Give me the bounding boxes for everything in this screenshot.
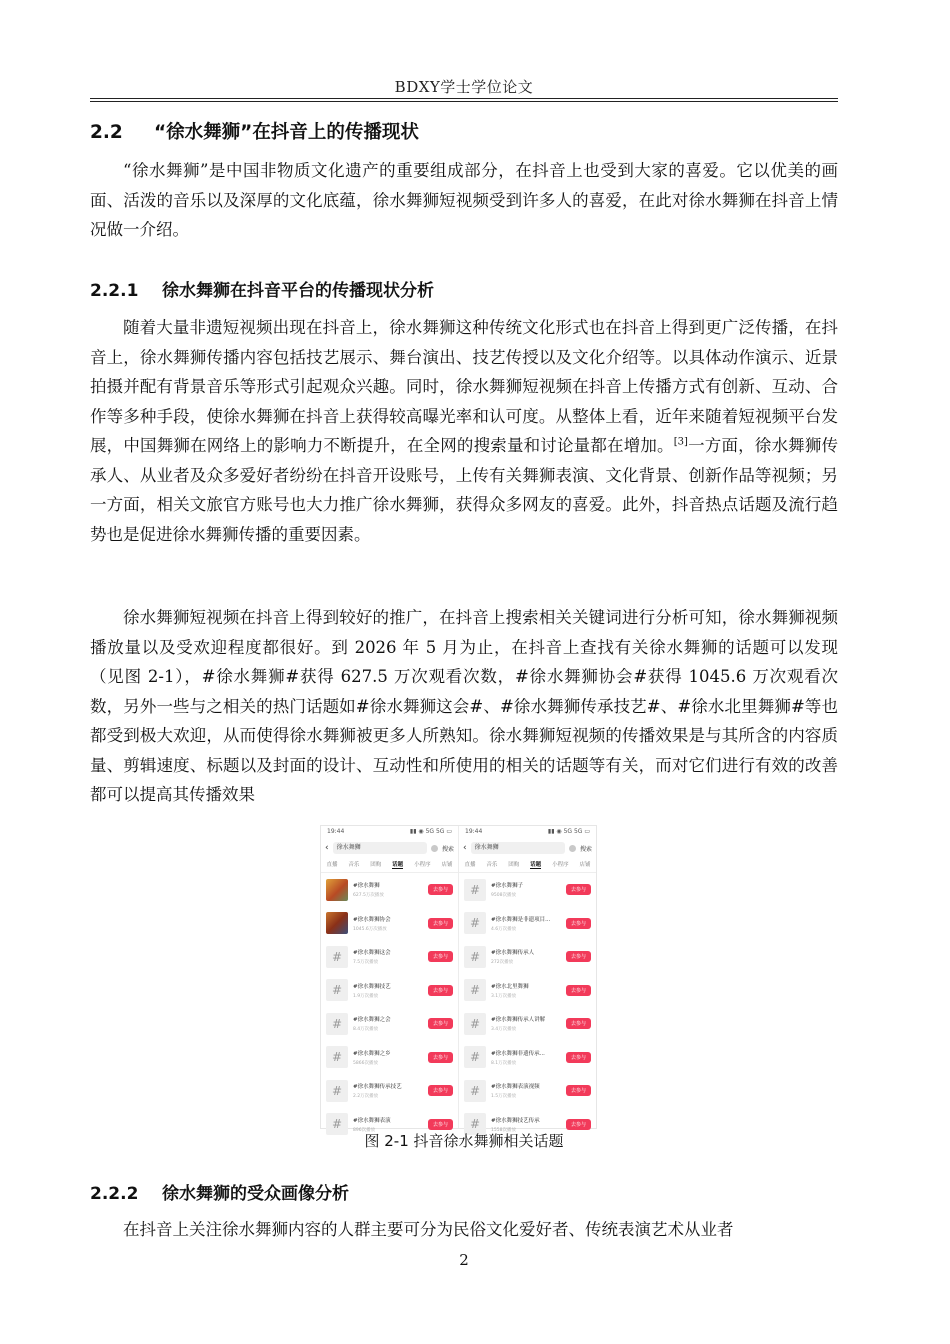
tab-item[interactable]: 小程序 bbox=[414, 862, 431, 868]
participate-button[interactable]: 去参与 bbox=[428, 1018, 453, 1029]
hashtag-icon: # bbox=[464, 946, 486, 968]
participate-button[interactable]: 去参与 bbox=[428, 1085, 453, 1096]
tab-item[interactable]: 店铺 bbox=[441, 862, 453, 868]
subsection-title-1: 徐水舞狮在抖音平台的传播现状分析 bbox=[162, 281, 434, 301]
header-rule bbox=[90, 98, 838, 99]
topic-title: #徐水北里舞狮 bbox=[491, 983, 529, 990]
topic-views: 272次播放 bbox=[491, 960, 514, 966]
topic-row[interactable] bbox=[459, 974, 596, 1008]
topic-text bbox=[491, 1082, 561, 1099]
clear-icon[interactable] bbox=[431, 845, 438, 852]
clear-icon[interactable] bbox=[569, 845, 576, 852]
topic-text bbox=[491, 982, 561, 999]
topic-row[interactable] bbox=[459, 1074, 596, 1108]
subsection-heading-2 bbox=[90, 1179, 349, 1204]
topic-text bbox=[353, 1049, 423, 1066]
hashtag-icon: # bbox=[326, 1080, 348, 1102]
tab-item[interactable]: 店铺 bbox=[579, 862, 591, 868]
topic-text bbox=[353, 948, 423, 965]
participate-button[interactable]: 去参与 bbox=[566, 918, 591, 929]
topic-title: #徐水舞狮协会 bbox=[353, 916, 391, 923]
topic-cover-thumbnail bbox=[326, 912, 348, 934]
topic-title: #徐水舞狮 bbox=[353, 883, 380, 890]
section-number: 2.2 bbox=[90, 122, 123, 143]
hashtag-icon: # bbox=[464, 979, 486, 1001]
topic-views: 1045.6万次播放 bbox=[353, 926, 387, 932]
topic-row[interactable] bbox=[321, 1007, 458, 1041]
topic-views: 2.2万次播放 bbox=[353, 1094, 379, 1100]
participate-button[interactable]: 去参与 bbox=[566, 1018, 591, 1029]
topic-text bbox=[491, 915, 561, 932]
participate-button[interactable]: 去参与 bbox=[428, 985, 453, 996]
search-input[interactable]: 徐水舞狮 bbox=[471, 842, 565, 854]
subsection-number-2: 2.2.2 bbox=[90, 1184, 139, 1204]
tab-item[interactable]: 小程序 bbox=[552, 862, 569, 868]
header-rule-second bbox=[90, 101, 838, 102]
hashtag-icon: # bbox=[326, 979, 348, 1001]
status-bar bbox=[459, 826, 596, 840]
topic-row[interactable] bbox=[459, 907, 596, 941]
topic-cover-thumbnail bbox=[326, 879, 348, 901]
tab-item[interactable]: 音乐 bbox=[486, 862, 498, 868]
topic-views: 3.4万次播放 bbox=[491, 1027, 517, 1033]
hashtag-icon: # bbox=[326, 1113, 348, 1135]
topic-title: #徐水舞狮之会 bbox=[353, 1017, 391, 1024]
topic-row[interactable] bbox=[321, 1041, 458, 1075]
search-bar bbox=[459, 840, 596, 856]
tab-item[interactable]: 音乐 bbox=[348, 862, 360, 868]
search-input[interactable]: 徐水舞狮 bbox=[333, 842, 427, 854]
topic-text bbox=[491, 881, 561, 898]
hashtag-icon: # bbox=[464, 912, 486, 934]
participate-button[interactable]: 去参与 bbox=[428, 884, 453, 895]
topic-row[interactable] bbox=[321, 1074, 458, 1108]
search-bar bbox=[321, 840, 458, 856]
topic-views: 3.1万次播放 bbox=[491, 993, 517, 999]
status-bar bbox=[321, 826, 458, 840]
topic-title: #徐水舞狮传承人 bbox=[491, 950, 535, 957]
phone-screenshot-left bbox=[321, 826, 459, 1133]
topic-views: 9508次播放 bbox=[491, 893, 516, 899]
topic-title: #徐水舞狮这会 bbox=[353, 950, 391, 957]
paragraph-1-text-b: 一方面，徐水舞狮传承人、从业者及众多爱好者纷纷在抖音开设账号，上传有关舞狮表演、文化背景、创新作品等视频；另一方面，相关文旅官方账号也大力推广徐水舞狮，获得众多网友的喜爱。此外，抖音热点话题及流行趋势也是促进徐水舞狮传播的重要因素。 bbox=[90, 436, 839, 544]
hashtag-icon: # bbox=[326, 946, 348, 968]
topic-views: 7.5万次播放 bbox=[353, 960, 379, 966]
status-time: 19:44 bbox=[327, 828, 345, 835]
tab-item[interactable]: 直播 bbox=[464, 862, 476, 868]
subsection-title-2: 徐水舞狮的受众画像分析 bbox=[162, 1184, 349, 1204]
participate-button[interactable]: 去参与 bbox=[566, 1085, 591, 1096]
topic-row[interactable] bbox=[459, 1007, 596, 1041]
hashtag-icon: # bbox=[464, 879, 486, 901]
participate-button[interactable]: 去参与 bbox=[566, 1119, 591, 1130]
status-signal-icon: ▮▮ ◉ 5G 5G ▭ bbox=[409, 828, 452, 835]
douyin-topics-figure bbox=[320, 825, 597, 1133]
hashtag-icon: # bbox=[464, 1013, 486, 1035]
body-paragraph-2: 徐水舞狮短视频在抖音上得到较好的推广，在抖音上搜索相关关键词进行分析可知，徐水舞狮视频播放量以及受欢迎程度都很好。到 2026 年 5 月为止，在抖音上查找有关徐水舞狮的话题可以发现（见图 2-1），#徐水舞狮#获得 627.5 万次观看次数，#徐水舞狮协会#获得 1045.6 万次观看次数，另外一些与之相关的热门话题如#徐水舞狮这会#、#徐水舞狮传承技艺#、#徐水北里舞狮#等也都受到极大欢迎，从而使得徐水舞狮被更多人所熟知。徐水舞狮短视频的传播效果是与其所含的内容质量、剪辑速度、标题以及封面的设计、互动性和所使用的相关的话题等有关，而对它们进行有效的改善都可以提高其传播效果 bbox=[90, 608, 838, 804]
citation-marker: [3] bbox=[673, 436, 688, 448]
topic-views: 1558次播放 bbox=[491, 1127, 516, 1133]
topic-row[interactable] bbox=[459, 1041, 596, 1075]
topic-title: #徐水舞狮之乡 bbox=[353, 1050, 391, 1057]
topic-text bbox=[353, 1082, 423, 1099]
paragraph-1-text-a: 随着大量非遗短视频出现在抖音上，徐水舞狮这种传统文化形式也在抖音上得到更广泛传播，在抖音上，徐水舞狮传播内容包括技艺展示、舞台演出、技艺传授以及文化介绍等。以具体动作演示、近景拍摄并配有背景音乐等形式引起观众兴趣。同时，徐水舞狮短视频在抖音上传播方式有创新、互动、合作等多种手段，使徐水舞狮在抖音上获得较高曝光率和认可度。从整体上看，近年来随着短视频平台发展，中国舞狮在网络上的影响力不断提升，在全网的搜索量和讨论量都在增加。 bbox=[90, 318, 838, 455]
topic-title: #徐水舞狮表演视频 bbox=[491, 1084, 540, 1091]
topic-title: #徐水舞狮子 bbox=[491, 883, 524, 890]
participate-button[interactable]: 去参与 bbox=[428, 918, 453, 929]
tab-item[interactable]: 话题 bbox=[530, 862, 542, 868]
topic-text bbox=[353, 881, 423, 898]
topic-title: #徐水舞狮表演 bbox=[353, 1117, 391, 1124]
topic-title: #徐水舞狮技艺 bbox=[353, 983, 391, 990]
figure-caption: 图 2-1 抖音徐水舞狮相关话题 bbox=[364, 1132, 564, 1150]
topic-row[interactable] bbox=[321, 873, 458, 907]
status-time: 19:44 bbox=[465, 828, 483, 835]
section-title: “徐水舞狮”在抖音上的传播现状 bbox=[154, 122, 419, 143]
tab-item[interactable]: 团购 bbox=[508, 862, 520, 868]
participate-button[interactable]: 去参与 bbox=[566, 1052, 591, 1063]
topic-text bbox=[353, 915, 423, 932]
participate-button[interactable]: 去参与 bbox=[566, 884, 591, 895]
subsection-heading-1 bbox=[90, 276, 434, 301]
intro-paragraph: “徐水舞狮”是中国非物质文化遗产的重要组成部分，在抖音上也受到大家的喜爱。它以优美的画面、活泼的音乐以及深厚的文化底蕴，徐水舞狮短视频受到许多人的喜爱，在此对徐水舞狮在抖音上情况做一介绍。 bbox=[90, 161, 838, 239]
hashtag-icon: # bbox=[464, 1080, 486, 1102]
topic-title: #徐水舞狮传承技艺 bbox=[353, 1084, 402, 1091]
status-signal-icon: ▮▮ ◉ 5G 5G ▭ bbox=[547, 828, 590, 835]
category-tabs bbox=[459, 856, 596, 873]
topic-text bbox=[491, 1049, 561, 1066]
body-paragraph-1 bbox=[90, 313, 838, 549]
body-paragraph-3: 在抖音上关注徐水舞狮内容的人群主要可分为民俗文化爱好者、传统表演艺术从业者 bbox=[123, 1220, 734, 1239]
category-tabs bbox=[321, 856, 458, 873]
tab-item[interactable]: 直播 bbox=[326, 862, 338, 868]
participate-button[interactable]: 去参与 bbox=[566, 985, 591, 996]
participate-button[interactable]: 去参与 bbox=[566, 951, 591, 962]
topic-views: 1.9万次播放 bbox=[353, 993, 379, 999]
topic-row[interactable] bbox=[459, 940, 596, 974]
tab-item[interactable]: 团购 bbox=[370, 862, 382, 868]
topic-row[interactable] bbox=[321, 974, 458, 1008]
section-heading bbox=[90, 118, 419, 144]
topic-text bbox=[353, 982, 423, 999]
topic-views: 4.6万次播放 bbox=[491, 926, 517, 932]
hashtag-icon: # bbox=[464, 1046, 486, 1068]
topic-title: #徐水舞狮是非遗项目... bbox=[491, 916, 551, 923]
participate-button[interactable]: 去参与 bbox=[428, 951, 453, 962]
topic-row[interactable] bbox=[459, 873, 596, 907]
hashtag-icon: # bbox=[326, 1046, 348, 1068]
topic-title: #徐水舞狮技艺传承 bbox=[491, 1117, 540, 1124]
topic-views: 8.4万次播放 bbox=[353, 1027, 379, 1033]
topic-text bbox=[491, 948, 561, 965]
hashtag-icon: # bbox=[464, 1113, 486, 1135]
topic-views: 5866次播放 bbox=[353, 1060, 378, 1066]
phone-screenshot-right bbox=[459, 826, 596, 1133]
topic-row[interactable] bbox=[321, 940, 458, 974]
participate-button[interactable]: 去参与 bbox=[428, 1119, 453, 1130]
back-arrow-icon[interactable]: ‹ bbox=[463, 843, 467, 853]
tab-item[interactable]: 话题 bbox=[392, 862, 404, 868]
topic-title: #徐水舞狮传承人讲解 bbox=[491, 1017, 546, 1024]
back-arrow-icon[interactable]: ‹ bbox=[325, 843, 329, 853]
search-button[interactable]: 搜索 bbox=[441, 845, 454, 853]
participate-button[interactable]: 去参与 bbox=[428, 1052, 453, 1063]
search-button[interactable]: 搜索 bbox=[579, 845, 592, 853]
topic-views: 896次播放 bbox=[353, 1127, 376, 1133]
topic-views: 8.1万次播放 bbox=[491, 1060, 517, 1066]
subsection-number-1: 2.2.1 bbox=[90, 281, 139, 301]
topic-title: #徐水舞狮非遗传承... bbox=[491, 1050, 545, 1057]
hashtag-icon: # bbox=[326, 1013, 348, 1035]
topic-views: 1.5万次播放 bbox=[491, 1094, 517, 1100]
topic-views: 627.5万次播放 bbox=[353, 893, 384, 899]
topic-row[interactable] bbox=[321, 907, 458, 941]
topic-text bbox=[491, 1015, 561, 1032]
topic-text bbox=[353, 1015, 423, 1032]
running-header: BDXY学士学位论文 bbox=[394, 78, 534, 96]
page-number: 2 bbox=[459, 1251, 469, 1269]
